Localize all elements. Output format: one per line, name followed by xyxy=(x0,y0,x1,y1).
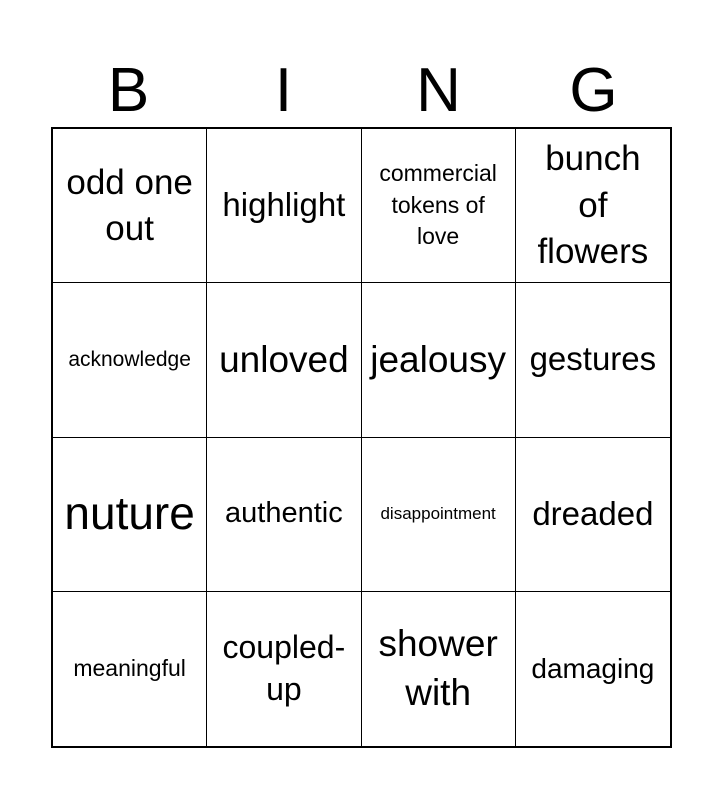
cell-text: bunch of flowers xyxy=(537,139,649,271)
bingo-cell[interactable] xyxy=(362,438,516,592)
cell-text: gestures xyxy=(529,340,657,378)
cell-text: shower with xyxy=(378,623,498,713)
cell-text: dreaded xyxy=(532,494,654,532)
cell-text: commercial tokens of love xyxy=(379,160,497,250)
bingo-cell[interactable] xyxy=(53,129,207,283)
cell-text: highlight xyxy=(222,186,346,224)
cell-text: odd one out xyxy=(66,163,193,248)
cell-text: damaging xyxy=(531,652,655,684)
bingo-header xyxy=(51,55,671,127)
bingo-cell[interactable] xyxy=(516,592,670,746)
cell-text: acknowledge xyxy=(68,347,191,371)
bingo-cell[interactable] xyxy=(207,438,361,592)
bingo-cell[interactable] xyxy=(516,438,670,592)
bingo-cell[interactable] xyxy=(207,129,361,283)
bingo-cell[interactable] xyxy=(207,592,361,746)
header-letter-i: I xyxy=(274,56,293,125)
cell-text: jealousy xyxy=(370,338,506,380)
bingo-cell[interactable] xyxy=(516,129,670,283)
bingo-cell[interactable] xyxy=(53,283,207,437)
header-letter-n: N xyxy=(416,56,461,125)
cell-text: unloved xyxy=(219,338,349,380)
bingo-board xyxy=(51,127,672,748)
bingo-cell[interactable] xyxy=(516,283,670,437)
bingo-cell[interactable] xyxy=(362,283,516,437)
bingo-cell[interactable] xyxy=(362,129,516,283)
bingo-cell[interactable] xyxy=(53,438,207,592)
bingo-cell[interactable] xyxy=(207,283,361,437)
bingo-cell[interactable] xyxy=(53,592,207,746)
header-letter-b: B xyxy=(107,56,150,125)
cell-text: nuture xyxy=(64,487,195,540)
header-letter-g: G xyxy=(569,56,618,125)
cell-text: disappointment xyxy=(380,504,496,524)
cell-text: meaningful xyxy=(73,655,186,682)
cell-text: authentic xyxy=(225,497,343,530)
bingo-cell[interactable] xyxy=(362,592,516,746)
cell-text: coupled-up xyxy=(222,629,346,707)
